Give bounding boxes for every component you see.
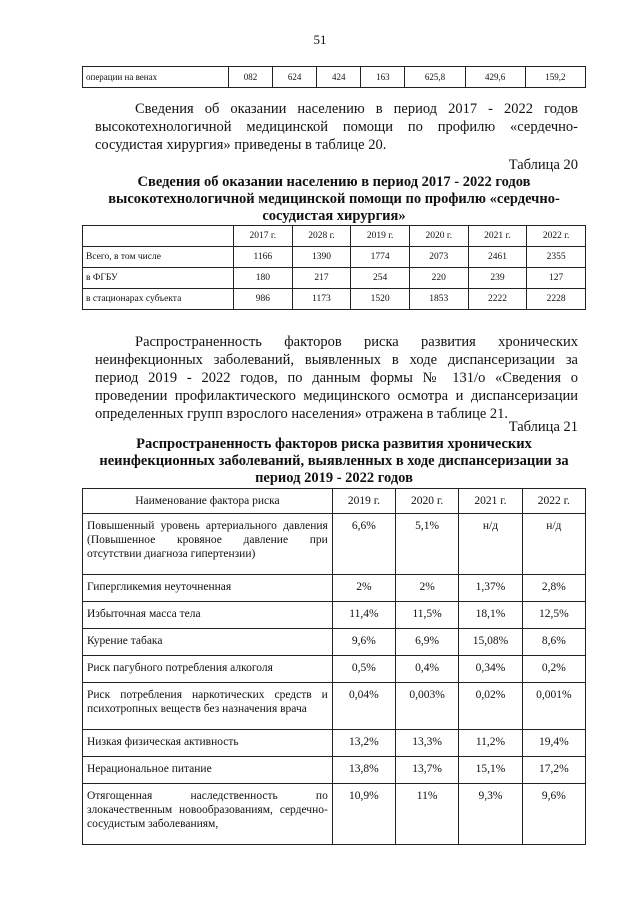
table-cell: 13,8%	[332, 757, 395, 784]
factor-name: Гипергликемия неуточненная	[83, 575, 333, 602]
table-cell: 15,08%	[459, 629, 522, 656]
table-cell: 0,003%	[395, 683, 458, 730]
column-header: 2021 г.	[468, 226, 527, 247]
row-label: операции на венах	[83, 67, 229, 88]
table-cell: 986	[234, 289, 293, 310]
table-row	[83, 683, 586, 730]
column-header: 2019 г.	[351, 226, 410, 247]
table-cell: 11%	[395, 784, 458, 845]
table-cell: 082	[229, 67, 273, 88]
page-number: 51	[313, 32, 327, 47]
table-cell: 1853	[409, 289, 468, 310]
table-cell: 13,2%	[332, 730, 395, 757]
table-cell: 13,3%	[395, 730, 458, 757]
table-cell: 127	[527, 268, 586, 289]
table-cell: 0,2%	[522, 656, 585, 683]
table-cell: 625,8	[405, 67, 465, 88]
factor-name: Риск пагубного потребления алкоголя	[83, 656, 333, 683]
table-row	[83, 289, 586, 310]
column-header: 2022 г.	[522, 489, 585, 514]
table-cell: 429,6	[465, 67, 525, 88]
column-header: Наименование фактора риска	[83, 489, 333, 514]
table-row	[83, 784, 586, 845]
table-cell: н/д	[522, 514, 585, 575]
table-cell: 220	[409, 268, 468, 289]
column-header: 2022 г.	[527, 226, 586, 247]
table-cell: 0,02%	[459, 683, 522, 730]
table-cell: 17,2%	[522, 757, 585, 784]
table-cell: 239	[468, 268, 527, 289]
column-header: 2028 г.	[292, 226, 351, 247]
table-cell: 2355	[527, 247, 586, 268]
table20	[82, 225, 586, 310]
table-cell: 624	[273, 67, 317, 88]
table-cell: 1520	[351, 289, 410, 310]
factor-name: Избыточная масса тела	[83, 602, 333, 629]
table-header-row	[83, 226, 586, 247]
table-cell: 19,4%	[522, 730, 585, 757]
table-row	[83, 67, 586, 88]
table-cell: 1774	[351, 247, 410, 268]
column-header: 2021 г.	[459, 489, 522, 514]
factor-name: Отягощенная наследственность по злокачественным новообразованиям, сердечно-сосудистым заболеваниям,	[83, 784, 333, 845]
table-cell: 0,001%	[522, 683, 585, 730]
paragraph-intro-table21: Распространенность факторов риска развития хронических неинфекционных заболеваний, выявленных в ходе диспансеризации за период 2019 - 2022 годов, по данным формы № 131/о «Сведения о проведении профилактического медицинского осмотра и диспансеризации определенных групп взрослого населения» отражена в таблице 21.	[95, 334, 578, 422]
table-cell: 1,37%	[459, 575, 522, 602]
table-cell: 159,2	[525, 67, 585, 88]
row-label: в ФГБУ	[83, 268, 234, 289]
table-row	[83, 730, 586, 757]
table-cell: 2,8%	[522, 575, 585, 602]
table-cell: 11,5%	[395, 602, 458, 629]
table-cell: 180	[234, 268, 293, 289]
table-cell: 1173	[292, 289, 351, 310]
table-cell: 12,5%	[522, 602, 585, 629]
table-row	[83, 602, 586, 629]
table-header-row	[83, 489, 586, 514]
factor-name: Низкая физическая активность	[83, 730, 333, 757]
table-cell: 1390	[292, 247, 351, 268]
table-cell: н/д	[459, 514, 522, 575]
table-cell: 2%	[332, 575, 395, 602]
table-cell: 0,04%	[332, 683, 395, 730]
table20-caption: Таблица 20	[508, 157, 578, 173]
table-row	[83, 656, 586, 683]
table-cell: 0,5%	[332, 656, 395, 683]
table-cell: 163	[361, 67, 405, 88]
column-header: 2019 г.	[332, 489, 395, 514]
table-cell: 2%	[395, 575, 458, 602]
table-cell: 11,4%	[332, 602, 395, 629]
table-cell: 6,6%	[332, 514, 395, 575]
table-cell: 254	[351, 268, 410, 289]
factor-name: Курение табака	[83, 629, 333, 656]
table-cell: 1166	[234, 247, 293, 268]
row-label: в стационарах субъекта	[83, 289, 234, 310]
table-cell: 217	[292, 268, 351, 289]
table-row	[83, 575, 586, 602]
table-row	[83, 629, 586, 656]
column-header: 2020 г.	[409, 226, 468, 247]
table21	[82, 488, 586, 845]
table-row	[83, 268, 586, 289]
table-cell: 10,9%	[332, 784, 395, 845]
column-header: 2020 г.	[395, 489, 458, 514]
factor-name: Нерациональное питание	[83, 757, 333, 784]
column-header	[83, 226, 234, 247]
table21-caption: Таблица 21	[508, 419, 578, 435]
table-row	[83, 247, 586, 268]
table-cell: 0,34%	[459, 656, 522, 683]
factor-name: Повышенный уровень артериального давления (Повышенное кровяное давление при отсутствии диагноза гипертензии)	[83, 514, 333, 575]
table-cell: 2461	[468, 247, 527, 268]
factor-name: Риск потребления наркотических средств и психотропных веществ без назначения врача	[83, 683, 333, 730]
paragraph-intro-table20: Сведения об оказании населению в период 2017 - 2022 годов высокотехнологичной медицинской помощи по профилю «сердечно-сосудистая хирургия» приведены в таблице 20.	[95, 101, 578, 153]
table-cell: 9,6%	[332, 629, 395, 656]
row-label: Всего, в том числе	[83, 247, 234, 268]
table-cell: 424	[317, 67, 361, 88]
table-cell: 5,1%	[395, 514, 458, 575]
table-cell: 9,6%	[522, 784, 585, 845]
table-cell: 15,1%	[459, 757, 522, 784]
table21-title: Распространенность факторов риска развития хронических неинфекционных заболеваний, выявленных в ходе диспансеризации за период 2019 - 2022 годов	[99, 436, 569, 486]
table-cell: 13,7%	[395, 757, 458, 784]
table-row	[83, 514, 586, 575]
table20-title: Сведения об оказании населению в период 2017 - 2022 годов высокотехнологичной медицинской помощи по профилю «сердечно-сосудистая хирургия»	[108, 174, 560, 224]
table-cell: 18,1%	[459, 602, 522, 629]
table-cell: 11,2%	[459, 730, 522, 757]
table-cell: 0,4%	[395, 656, 458, 683]
table-cell: 2222	[468, 289, 527, 310]
table-row	[83, 757, 586, 784]
table-cell: 2073	[409, 247, 468, 268]
table-cell: 6,9%	[395, 629, 458, 656]
continuation-table	[82, 66, 586, 88]
table-cell: 8,6%	[522, 629, 585, 656]
table-cell: 2228	[527, 289, 586, 310]
table-cell: 9,3%	[459, 784, 522, 845]
column-header: 2017 г.	[234, 226, 293, 247]
